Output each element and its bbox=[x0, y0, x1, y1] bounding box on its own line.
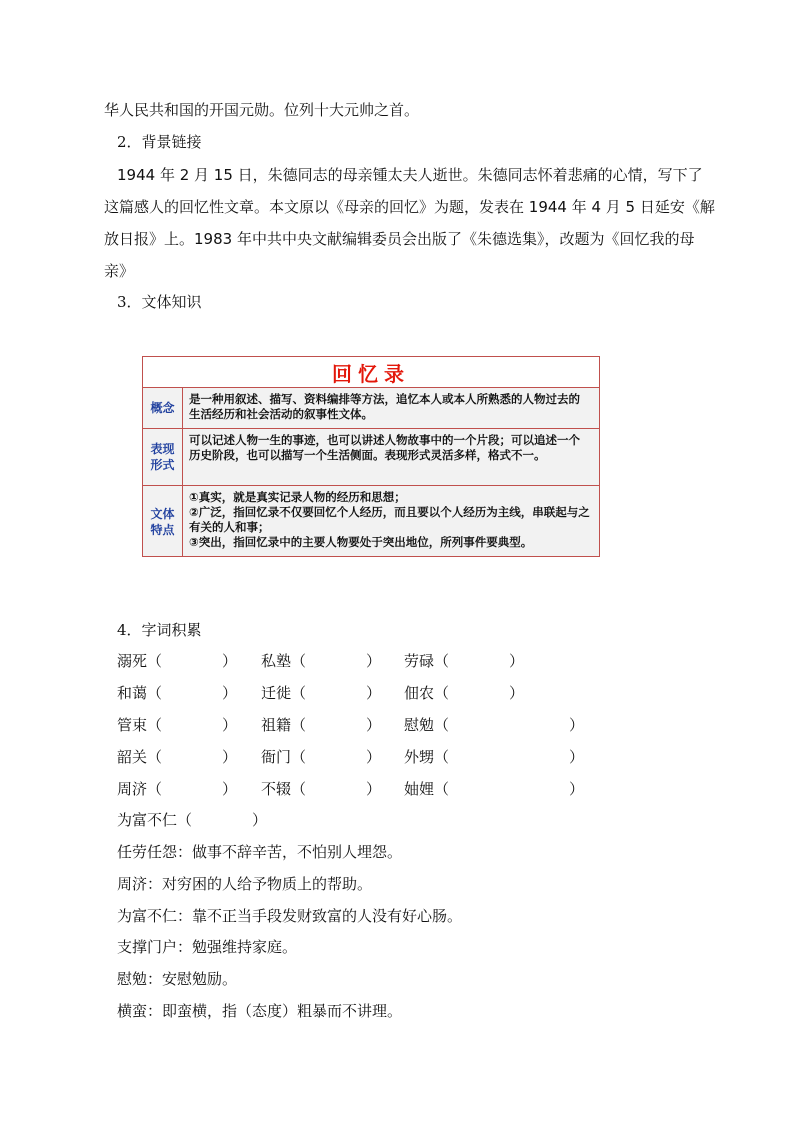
row-content-line: ①真实，就是真实记录人物的经历和思想； bbox=[189, 490, 406, 504]
vocab-item: 劳碌（ ） bbox=[404, 652, 525, 670]
definition-line: 支撑门户：勉强维持家庭。 bbox=[117, 938, 298, 956]
row-content-line: ②广泛，指回忆录不仅要回忆个人经历，而且要以个人经历为主线，串联起与之有关的人和事； bbox=[189, 505, 590, 534]
definition-line: 为富不仁：靠不正当手段发财致富的人没有好心肠。 bbox=[117, 907, 463, 925]
memoir-title: 回忆录 bbox=[143, 357, 599, 388]
section-2-heading: 2．背景链接 bbox=[117, 133, 202, 151]
row-label: 文体特点 bbox=[143, 486, 183, 557]
memoir-row-features bbox=[143, 486, 599, 557]
background-line-4: 亲》 bbox=[104, 262, 135, 280]
vocab-item: 迁徙（ ） bbox=[261, 684, 382, 702]
row-content bbox=[183, 388, 599, 428]
vocab-item: 佃农（ ） bbox=[404, 684, 525, 702]
vocab-item: 祖籍（ ） bbox=[261, 716, 382, 734]
vocab-item: 慰勉（ ） bbox=[404, 716, 585, 734]
vocab-item: 妯娌（ ） bbox=[404, 780, 585, 798]
vocab-item: 不辍（ ） bbox=[261, 780, 382, 798]
row-content bbox=[183, 486, 599, 557]
row-content-line: 是一种用叙述、描写、资料编排等方法，追忆本人或本人所熟悉的人物过去的生活经历和社会活动的叙事性文体。 bbox=[189, 392, 580, 421]
section-3-heading: 3．文体知识 bbox=[117, 293, 202, 311]
background-line-2: 这篇感人的回忆性文章。本文原以《母亲的回忆》为题，发表在 1944 年 4 月 5 日延安《解 bbox=[104, 198, 715, 216]
vocab-item: 衙门（ ） bbox=[261, 748, 382, 766]
definition-line: 横蛮：即蛮横，指（态度）粗暴而不讲理。 bbox=[117, 1002, 403, 1020]
vocab-item: 为富不仁（ ） bbox=[117, 811, 268, 829]
definition-line: 慰勉：安慰勉励。 bbox=[117, 970, 238, 988]
section-4-heading: 4．字词积累 bbox=[117, 621, 202, 639]
row-label: 概念 bbox=[143, 388, 183, 428]
intro-tail-text: 华人民共和国的开国元勋。位列十大元帅之首。 bbox=[104, 101, 420, 119]
row-label: 表现形式 bbox=[143, 429, 183, 485]
definition-line: 任劳任怨：做事不辞辛苦，不怕别人埋怨。 bbox=[117, 843, 403, 861]
vocab-item: 私塾（ ） bbox=[261, 652, 382, 670]
vocab-item: 管束（ ） bbox=[117, 716, 238, 734]
row-content-line: 可以记述人物一生的事迹，也可以讲述人物故事中的一个片段；可以追述一个历史阶段，也可以描写一个生活侧面。表现形式灵活多样，格式不一。 bbox=[189, 433, 580, 462]
memoir-row-concept bbox=[143, 388, 599, 429]
vocab-item: 溺死（ ） bbox=[117, 652, 238, 670]
background-line-1: 1944 年 2 月 15 日，朱德同志的母亲锺太夫人逝世。朱德同志怀着悲痛的心情，写下了 bbox=[117, 166, 703, 184]
row-content-line: ③突出，指回忆录中的主要人物要处于突出地位，所列事件要典型。 bbox=[189, 535, 533, 549]
vocab-item: 韶关（ ） bbox=[117, 748, 238, 766]
vocab-item: 外甥（ ） bbox=[404, 748, 585, 766]
definition-line: 周济：对穷困的人给予物质上的帮助。 bbox=[117, 875, 373, 893]
vocab-item: 周济（ ） bbox=[117, 780, 238, 798]
background-line-3: 放日报》上。1983 年中共中央文献编辑委员会出版了《朱德选集》，改题为《回忆我的母 bbox=[104, 230, 695, 248]
row-content bbox=[183, 429, 599, 485]
memoir-infographic bbox=[142, 356, 600, 557]
vocab-item: 和蔼（ ） bbox=[117, 684, 238, 702]
memoir-row-form bbox=[143, 429, 599, 486]
